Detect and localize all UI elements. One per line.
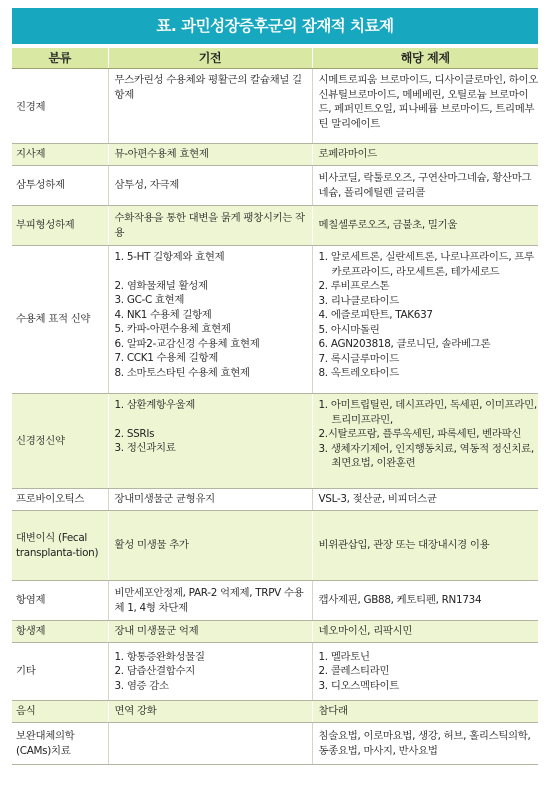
list-item: 1. 5-HT 길항제와 효현제 xyxy=(114,251,225,263)
mechanism-cell: 장내미생물군 균형유지 xyxy=(108,489,312,511)
list-item: 1. 항통증완화성물질 xyxy=(114,650,205,663)
list-item: 2. SSRIs xyxy=(114,427,155,440)
list-item: 3. GC-C 효현제 xyxy=(114,294,185,306)
spacer xyxy=(115,265,312,279)
treatment-table xyxy=(12,48,538,765)
list-item: 7. 록시글루마이드 xyxy=(318,352,399,365)
drug-cell: 참다래 xyxy=(312,701,538,723)
mechanism-cell: 수화작용을 통한 대변을 묽게 팽창시키는 작용 xyxy=(108,206,312,246)
table-row xyxy=(12,621,538,643)
category-cell: 진경제 xyxy=(12,69,108,144)
mechanism-cell: 무스카린성 수용체와 평활근의 칼슘채널 길항제 xyxy=(108,69,312,144)
mechanism-cell: 뮤-아편수용체 효현제 xyxy=(108,144,312,166)
mechanism-cell xyxy=(108,246,312,394)
mechanism-cell xyxy=(108,643,312,701)
header-drugs: 해당 제제 xyxy=(312,48,538,69)
list-item: 1. 삼환계항우울제 xyxy=(114,399,195,411)
table-row xyxy=(12,144,538,166)
category-cell: 신경정신약 xyxy=(12,394,108,489)
category-cell: 기타 xyxy=(12,643,108,701)
drug-cell: 시메트로피움 브로마이드, 디사이클로마인, 하이오신뷰틸브로마이드, 메베베린, 오틸로늄 브로마이드, 페퍼민트오일, 피나베륨 브로마이드, 트리메부틴 말리에이트 xyxy=(312,69,538,144)
category-cell: 프로바이오틱스 xyxy=(12,489,108,511)
table-row xyxy=(12,394,538,489)
table-row xyxy=(12,246,538,394)
table-row xyxy=(12,643,538,701)
list-item: 3. 생체자기제어, 인지행동치료, 역동적 정신치료, 최면요법, 이완훈련 xyxy=(318,442,534,469)
mechanism-cell: 활성 미생물 추가 xyxy=(108,511,312,581)
category-cell: 수용체 표적 신약 xyxy=(12,246,108,394)
list-item: 3. 정신과치료 xyxy=(114,442,176,454)
drug-cell xyxy=(312,246,538,394)
list-item: 2. 루비프로스톤 xyxy=(318,280,390,292)
list-item: 1. 아미트립틸린, 데시프라민, 독세핀, 이미프라민, 트리미프라민, xyxy=(318,399,537,426)
mechanism-cell: 삼투성, 자극제 xyxy=(108,166,312,206)
drug-cell xyxy=(312,394,538,489)
category-cell: 보완대체의학 (CAMs)치료 xyxy=(12,723,108,765)
table-row xyxy=(12,166,538,206)
list-item: 2. 담즙산결합수지 xyxy=(114,665,195,678)
drug-cell: 비위관삽입, 관장 또는 대장내시경 이용 xyxy=(312,511,538,581)
table-row xyxy=(12,511,538,581)
list-item: 3. 디오스멕타이트 xyxy=(318,679,399,692)
table-row xyxy=(12,69,538,144)
list-item: 3. 염증 감소 xyxy=(114,679,169,692)
list-item: 2. 콜레스티라민 xyxy=(318,665,390,678)
header-mechanism: 기전 xyxy=(108,48,312,69)
table-row xyxy=(12,723,538,765)
category-cell: 항생제 xyxy=(12,621,108,643)
list-item: 8. 옥트레오타이드 xyxy=(318,367,399,379)
table-row xyxy=(12,701,538,723)
list-item: 5. 카파-아편수용체 효현제 xyxy=(114,323,231,335)
spacer xyxy=(115,413,312,427)
list-item: 5. 아시마돌린 xyxy=(318,323,380,336)
drug-cell: 비사코딜, 락툴로오즈, 구연산마그네슘, 황산마그네슘, 폴리에틸렌 글리콜 xyxy=(312,166,538,206)
table-row xyxy=(12,581,538,621)
category-cell: 지사제 xyxy=(12,144,108,166)
mechanism-cell: 면역 강화 xyxy=(108,701,312,723)
mechanism-cell: 비만세포안정제, PAR-2 억제제, TRPV 수용체 1, 4형 차단제 xyxy=(108,581,312,621)
list-item: 4. 에즐로피탄트, TAK637 xyxy=(318,309,433,321)
list-item: 7. CCK1 수용체 길항제 xyxy=(114,352,218,364)
drug-cell: VSL-3, 젖산균, 비피더스균 xyxy=(312,489,538,511)
table-row xyxy=(12,489,538,511)
list-item: 6. 알파2-교감신경 수용체 효현제 xyxy=(114,337,260,350)
list-item: 4. NK1 수용체 길항제 xyxy=(114,308,212,321)
mechanism-cell xyxy=(108,723,312,765)
drug-cell xyxy=(312,643,538,701)
table-row xyxy=(12,206,538,246)
drug-cell: 캡사제핀, GB88, 케토티펜, RN1734 xyxy=(312,581,538,621)
category-cell: 삼투성하제 xyxy=(12,166,108,206)
drug-cell: 침술요법, 이로마요법, 생강, 허브, 홀리스틱의학, 동종요법, 마사지, 반사요법 xyxy=(312,723,538,765)
drug-cell: 네오마이신, 리팍시민 xyxy=(312,621,538,643)
list-item: 2. 염화물채널 활성제 xyxy=(114,279,208,292)
category-cell: 음식 xyxy=(12,701,108,723)
header-category: 분류 xyxy=(12,48,108,69)
list-item: 2.시탈로프람, 플루옥세틴, 파록세틴, 벤라팍신 xyxy=(318,428,522,440)
list-item: 8. 소마토스타틴 수용체 효현제 xyxy=(114,366,250,379)
category-cell: 부피형성하제 xyxy=(12,206,108,246)
mechanism-cell xyxy=(108,394,312,489)
list-item: 1. 멜라토닌 xyxy=(318,650,370,663)
drug-cell: 메칠셀루로오즈, 금불초, 밀기울 xyxy=(312,206,538,246)
table-title: 표. 과민성장증후군의 잠재적 치료제 xyxy=(12,8,538,44)
mechanism-cell: 장내 미생물군 억제 xyxy=(108,621,312,643)
list-item: 1. 알로세트론, 실란세트론, 나로나프라이드, 프루카로프라이드, 라모세트론, 테가세로드 xyxy=(318,251,534,278)
drug-cell: 로페라마이드 xyxy=(312,144,538,166)
category-cell: 항염제 xyxy=(12,581,108,621)
header-row xyxy=(12,48,538,69)
category-cell: 대변이식 (Fecal transplanta-tion) xyxy=(12,511,108,581)
list-item: 6. AGN203818, 클로니딘, 솔라베그론 xyxy=(318,338,491,350)
list-item: 3. 리나클로타이드 xyxy=(318,294,399,307)
